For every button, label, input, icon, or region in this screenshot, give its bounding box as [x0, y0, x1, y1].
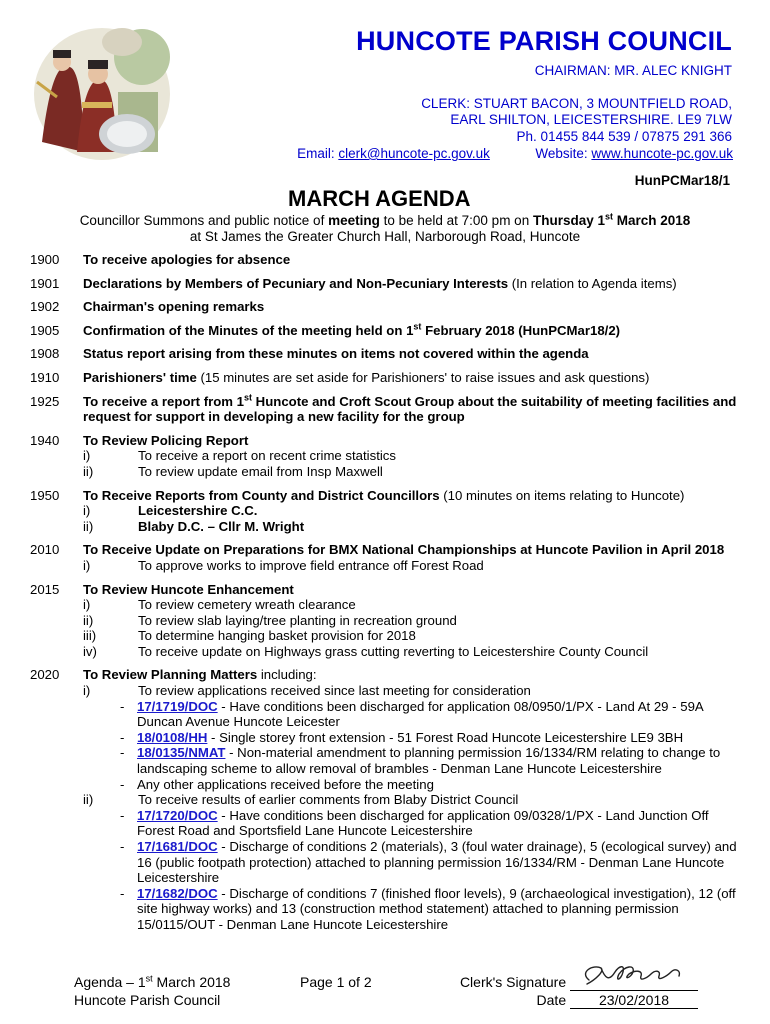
dash-marker: -	[120, 885, 125, 901]
sub-item-text: To approve works to improve field entrance off Forest Road	[138, 557, 484, 573]
sub-item	[83, 792, 742, 808]
item-heading: Declarations by Members of Pecuniary and Non-Pecuniary Interests	[83, 275, 509, 291]
summons-text: Councillor Summons and public notice of	[79, 213, 329, 228]
sub-item	[83, 597, 742, 613]
sub-item-numeral: ii)	[83, 463, 94, 479]
agenda-item	[30, 299, 742, 315]
planning-description: - Single storey front extension - 51 Forest Road Huncote Leicestershire LE9 3BH	[207, 729, 684, 745]
planning-description: - Non-material amendment to planning permission 16/1334/RM relating to change to landscaping scheme to allow removal of brambles - Denman Lane Huncote Leicestershire	[137, 745, 721, 777]
clerk-signature-image	[575, 958, 695, 990]
summons-day: Thursday 1	[532, 213, 605, 228]
agenda-item	[30, 346, 742, 362]
planning-description: - Discharge of conditions 2 (materials), 3 (foul water drainage), 5 (ecological survey) and 16 (public footpath protection) attached to planning permission 16/1334/RM - Denman Lane Huncote Leicestershire	[137, 839, 737, 886]
item-sup: st	[244, 392, 253, 403]
item-heading: Status report arising from these minutes on items not covered within the agenda	[83, 346, 589, 362]
dash-marker: -	[120, 776, 125, 792]
date-value: 23/02/2018	[570, 991, 698, 1009]
summons-time: to be held at 7:00 pm on	[379, 213, 533, 228]
planning-application	[83, 730, 742, 746]
agenda-title: MARCH AGENDA	[288, 186, 471, 211]
venue-line: at St James the Greater Church Hall, Narborough Road, Huncote	[189, 229, 581, 244]
sub-item	[83, 628, 742, 644]
planning-application	[83, 699, 742, 730]
item-heading-b: February 2018 (HunPCMar18/2)	[421, 322, 621, 338]
item-heading	[83, 394, 736, 425]
sub-item	[83, 613, 742, 629]
sub-item-text: To review slab laying/tree planting in recreation ground	[138, 612, 457, 628]
chairman-line: CHAIRMAN: MR. ALEC KNIGHT	[534, 63, 732, 78]
council-logo-image	[22, 22, 172, 162]
item-heading: Parishioners' time	[83, 369, 197, 385]
sub-item-numeral: i)	[83, 683, 91, 699]
page-number: Page 1 of 2	[300, 974, 372, 990]
email-link[interactable]: clerk@huncote-pc.gov.uk	[338, 146, 490, 161]
item-heading	[83, 323, 620, 338]
sub-item	[83, 558, 742, 574]
item-note: (In relation to Agenda items)	[508, 275, 677, 291]
dash-marker: -	[120, 698, 125, 714]
signature-label: Clerk's Signature	[459, 974, 570, 990]
item-number: 1901	[30, 275, 60, 291]
planning-description: - Have conditions been discharged for application 08/0950/1/PX - Land At 29 - 59A Duncan Avenue Huncote Leicester	[137, 698, 703, 730]
planning-application	[83, 839, 742, 886]
dash-marker: -	[120, 745, 125, 761]
date-row	[460, 991, 698, 1009]
date-label: Date	[536, 992, 570, 1008]
website-link[interactable]: www.huncote-pc.gov.uk	[591, 146, 733, 161]
dash-marker: -	[120, 839, 125, 854]
item-number: 1902	[30, 299, 60, 315]
planning-description: - Have conditions been discharged for application 09/0328/1/PX - Land Junction Off Forest Road and Sportsfield Lane Huncote Leicestershire	[137, 807, 709, 839]
sub-item-text: Blaby D.C. – Cllr M. Wright	[138, 518, 305, 534]
sub-item	[83, 503, 742, 519]
sub-item-text: To review cemetery wreath clearance	[138, 597, 356, 613]
sub-item-text: To review update email from Insp Maxwell	[138, 463, 383, 479]
footer-agenda-sup: st	[145, 973, 153, 984]
item-note: including:	[257, 667, 317, 683]
planning-application	[83, 777, 742, 793]
item-number: 1900	[30, 252, 60, 267]
planning-description: - Discharge of conditions 7 (finished floor levels), 9 (archaeological investigation), 12 (off site highway works) and 13 (construction method statement) attached to planning permission 15/0115/OUT - Denman Lane Huncote Leicestershire	[137, 885, 736, 932]
sub-item-numeral: ii)	[83, 518, 94, 534]
agenda-item	[30, 370, 742, 386]
item-note: (10 minutes on items relating to Huncote)	[439, 487, 685, 503]
item-sup: st	[413, 321, 422, 332]
sub-item-numeral: iii)	[83, 628, 97, 644]
agenda-item	[30, 542, 742, 573]
agenda-item	[30, 488, 742, 535]
sub-item-text: To receive results of earlier comments from Blaby District Council	[138, 792, 519, 808]
footer-council: Huncote Parish Council	[74, 992, 221, 1008]
planning-reference-link[interactable]: 17/1719/DOC	[137, 698, 218, 714]
planning-reference-link[interactable]: 18/0108/HH	[137, 729, 208, 745]
agenda-item	[30, 276, 742, 292]
item-heading: To receive apologies for absence	[83, 252, 291, 267]
sub-item	[83, 464, 742, 480]
planning-application	[83, 808, 742, 839]
sub-item	[83, 644, 742, 660]
item-number: 1925	[30, 393, 60, 409]
agenda-items	[30, 252, 742, 941]
planning-application	[83, 886, 742, 933]
item-number: 1950	[30, 487, 60, 503]
sub-item-numeral: ii)	[83, 792, 94, 808]
footer-agenda-a: Agenda – 1	[74, 974, 146, 990]
dash-marker: -	[120, 729, 125, 745]
sub-item	[83, 683, 742, 699]
item-heading-b: Huncote and Croft Scout Group about the suitability of meeting facilities and request for support in developing a new facility for the group	[83, 393, 737, 425]
sub-item-numeral: iv)	[83, 643, 97, 659]
sub-item-numeral: i)	[83, 503, 91, 519]
planning-reference-link[interactable]: 17/1682/DOC	[137, 885, 218, 901]
agenda-item	[30, 582, 742, 660]
agenda-item	[30, 667, 742, 932]
sub-item-numeral: i)	[83, 597, 91, 613]
item-heading: To Receive Reports from County and District Councillors	[83, 487, 440, 503]
summons-sup: st	[604, 211, 613, 222]
item-number: 2020	[30, 667, 60, 683]
planning-application	[83, 745, 742, 776]
sub-item-numeral: i)	[83, 448, 91, 464]
planning-description: Any other applications received before the meeting	[137, 776, 434, 792]
email-label: Email:	[297, 146, 339, 161]
item-heading: To Review Policing Report	[83, 432, 249, 448]
item-heading: Chairman's opening remarks	[83, 299, 265, 315]
item-number: 1940	[30, 432, 60, 448]
item-heading: To Receive Update on Preparations for BMX National Championships at Huncote Pavilion in April 2018	[83, 542, 725, 558]
item-number: 2015	[30, 581, 60, 597]
item-heading-a: To receive a report from 1	[83, 393, 244, 409]
agenda-item	[30, 323, 742, 339]
planning-reference-link[interactable]: 17/1681/DOC	[137, 839, 218, 854]
council-title: HUNCOTE PARISH COUNCIL	[356, 26, 732, 56]
planning-reference-link[interactable]: 17/1720/DOC	[137, 807, 218, 823]
item-number: 1910	[30, 369, 60, 385]
sub-item	[83, 519, 742, 535]
contact-line	[297, 145, 733, 162]
summons-notice	[0, 213, 770, 245]
agenda-item	[30, 394, 742, 425]
item-number: 2010	[30, 542, 60, 558]
item-heading: To Review Planning Matters	[83, 667, 258, 683]
sub-item-numeral: ii)	[83, 612, 94, 628]
sub-item	[83, 448, 742, 464]
planning-reference-link[interactable]: 18/0135/NMAT	[137, 745, 226, 761]
footer-agenda-b: March 2018	[152, 974, 231, 990]
item-heading: To Review Huncote Enhancement	[83, 581, 294, 597]
sub-item-text: To determine hanging basket provision for 2018	[138, 628, 416, 644]
footer-left	[74, 973, 230, 1009]
agenda-item	[30, 252, 742, 268]
summons-month: March 2018	[613, 213, 691, 228]
agenda-item	[30, 433, 742, 480]
website-label: Website:	[535, 146, 592, 161]
summons-meeting: meeting	[328, 213, 380, 228]
clerk-address-line-1: CLERK: STUART BACON, 3 MOUNTFIELD ROAD,	[421, 96, 732, 111]
summons-line	[0, 213, 770, 229]
sub-item-numeral: i)	[83, 557, 91, 573]
document-reference: HunPCMar18/1	[634, 173, 730, 188]
sub-item-text: To review applications received since last meeting for consideration	[138, 683, 531, 699]
clerk-address-line-2: EARL SHILTON, LEICESTERSHIRE. LE9 7LW	[450, 112, 732, 127]
sub-item-text: To receive update on Highways grass cutting reverting to Leicestershire County Council	[138, 643, 649, 659]
item-note: (15 minutes are set aside for Parishioners' to raise issues and ask questions)	[196, 369, 650, 385]
item-number: 1908	[30, 346, 60, 362]
item-heading-a: Confirmation of the Minutes of the meeting held on 1	[83, 322, 414, 338]
sub-item-text: Leicestershire C.C.	[138, 503, 258, 519]
phone-line: Ph. 01455 844 539 / 07875 291 366	[516, 129, 732, 144]
sub-item-text: To receive a report on recent crime statistics	[138, 448, 396, 464]
footer-agenda-date	[74, 973, 230, 991]
dash-marker: -	[120, 807, 125, 823]
item-number: 1905	[30, 322, 60, 338]
